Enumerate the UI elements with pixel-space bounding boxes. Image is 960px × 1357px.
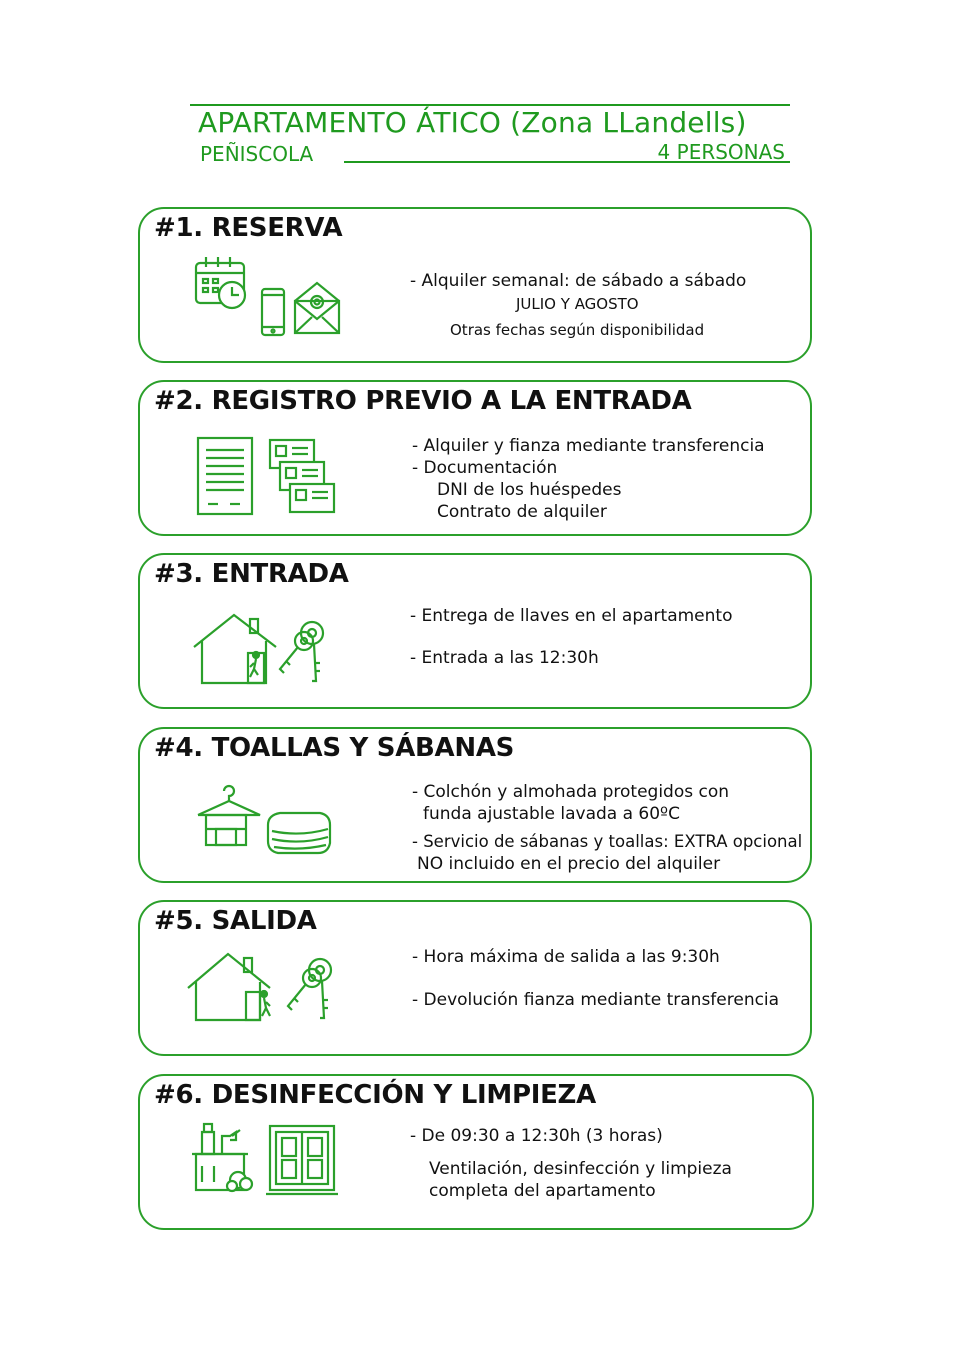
limpieza-line-3: completa del apartamento <box>429 1181 656 1201</box>
cleaning-products-icon <box>192 1124 252 1191</box>
registro-line-3: DNI de los huéspedes <box>437 480 622 500</box>
salida-icons <box>186 950 346 1032</box>
section-title: #3. ENTRADA <box>154 559 349 589</box>
reserva-icons <box>192 253 352 343</box>
house-leaving-icon <box>188 954 270 1020</box>
entrada-line-1: - Entrega de llaves en el apartamento <box>410 606 733 626</box>
town-label: PEÑISCOLA <box>200 142 314 166</box>
section-toallas <box>138 727 812 883</box>
reserva-line-3: Otras fechas según disponibilidad <box>450 321 705 339</box>
salida-line-2: - Devolución fianza mediante transferencia <box>412 990 780 1010</box>
limpieza-icons <box>188 1120 348 1200</box>
keys-icon <box>288 959 331 1018</box>
section-reserva <box>138 207 812 363</box>
section-title: #6. DESINFECCIÓN Y LIMPIEZA <box>154 1080 596 1110</box>
registro-line-4: Contrato de alquiler <box>437 502 607 522</box>
house-entering-icon <box>194 615 276 683</box>
toallas-line-4: NO incluido en el precio del alquiler <box>417 854 721 874</box>
section-limpieza <box>138 1074 814 1230</box>
calendar-clock-icon <box>196 257 245 308</box>
keys-icon <box>280 622 323 681</box>
registro-icons <box>196 436 346 520</box>
page-title: APARTAMENTO ÁTICO (Zona LLandells) <box>198 106 747 139</box>
toallas-line-1: - Colchón y almohada protegidos con <box>412 782 730 802</box>
capacity-label: 4 PERSONAS <box>657 140 785 164</box>
towel-hanger-icon <box>198 786 260 845</box>
section-salida <box>138 900 812 1056</box>
mobile-phone-icon <box>262 289 284 335</box>
registro-line-1: - Alquiler y fianza mediante transferencia <box>412 436 765 456</box>
id-cards-icon <box>270 440 334 512</box>
entrada-line-2: - Entrada a las 12:30h <box>410 648 599 668</box>
section-title: #2. REGISTRO PREVIO A LA ENTRADA <box>154 386 692 416</box>
entrada-icons <box>192 611 342 691</box>
folded-sheets-icon <box>268 813 330 853</box>
email-envelope-icon <box>295 283 339 333</box>
toallas-line-3: - Servicio de sábanas y toallas: EXTRA opcional <box>412 832 803 851</box>
open-window-icon <box>266 1126 338 1194</box>
reserva-line-2: JULIO Y AGOSTO <box>516 295 639 313</box>
section-title: #5. SALIDA <box>154 906 317 936</box>
limpieza-line-1: - De 09:30 a 12:30h (3 horas) <box>410 1126 663 1146</box>
toallas-line-2: funda ajustable lavada a 60ºC <box>423 804 680 824</box>
section-registro <box>138 380 812 536</box>
reserva-line-1: - Alquiler semanal: de sábado a sábado <box>410 271 747 291</box>
salida-line-1: - Hora máxima de salida a las 9:30h <box>412 947 720 967</box>
section-entrada <box>138 553 812 709</box>
registro-line-2: - Documentación <box>412 458 558 478</box>
section-title: #4. TOALLAS Y SÁBANAS <box>154 733 515 763</box>
toallas-icons <box>194 779 334 859</box>
document-form-icon <box>198 438 252 514</box>
section-title: #1. RESERVA <box>154 213 343 243</box>
limpieza-line-2: Ventilación, desinfección y limpieza <box>429 1159 732 1179</box>
